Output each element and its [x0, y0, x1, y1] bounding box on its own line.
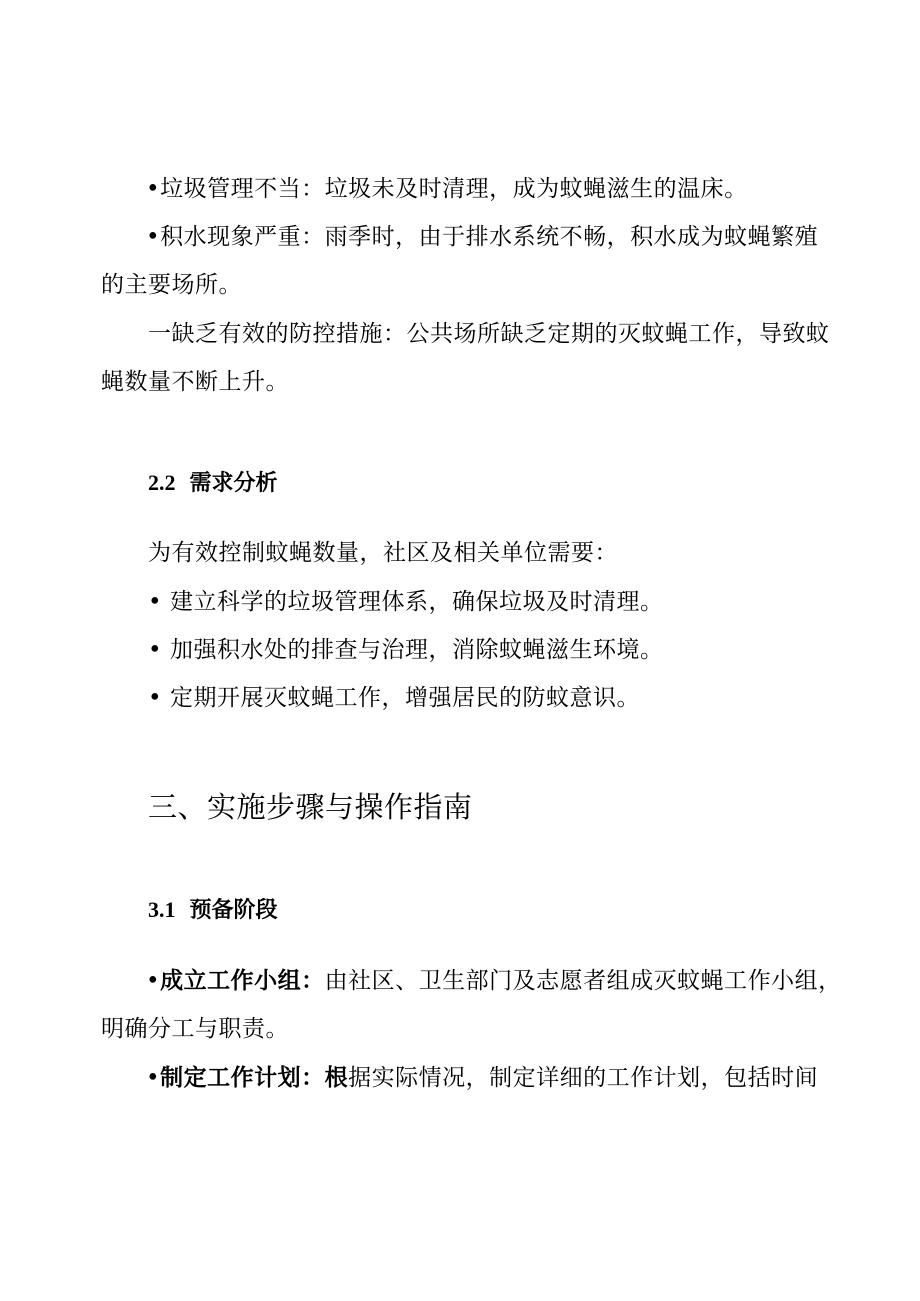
needs-item-2: [148, 635, 664, 665]
needs-item-1: [148, 587, 664, 617]
section-title: 预备阶段: [189, 897, 278, 923]
bullet-marker: •: [146, 224, 161, 250]
section-title: 需求分析: [189, 470, 278, 496]
cause-item-text: 垃圾管理不当：垃圾未及时清理，成为蚊蝇滋生的温床。: [160, 176, 748, 202]
cause-item-garbage: [146, 174, 748, 204]
prep-item-text: 据实际情况，制定详细的工作计划，包括时间: [348, 1065, 819, 1091]
bullet-marker: •: [146, 968, 161, 994]
section-heading-3-1: [148, 895, 278, 925]
cause-item-prevention-line1: 一缺乏有效的防控措施：公共场所缺乏定期的灭蚊蝇工作，导致蚊: [148, 321, 830, 347]
section-number: 3.1: [148, 897, 176, 922]
cause-item-water-line2: 的主要场所。: [101, 272, 242, 298]
prep-item-plan-line1: [146, 1063, 818, 1093]
bullet-marker: •: [148, 589, 163, 615]
needs-intro: 为有效控制蚊蝇数量，社区及相关单位需要：: [148, 540, 618, 566]
bullet-marker: •: [148, 637, 163, 663]
prep-item-text: 由社区、卫生部门及志愿者组成灭蚊蝇工作小组，: [324, 968, 842, 994]
chapter-heading-3: 三、实施步骤与操作指南: [148, 790, 473, 824]
bullet-marker: •: [146, 176, 161, 202]
cause-item-prevention-line2: 蝇数量不断上升。: [101, 369, 289, 395]
prep-item-label: 成立工作小组：: [160, 967, 325, 994]
section-number: 2.2: [148, 470, 176, 495]
prep-item-label: 制定工作计划：根: [160, 1064, 349, 1091]
cause-item-text: 积水现象严重：雨季时，由于排水系统不畅，积水成为蚊蝇繁殖: [160, 224, 819, 250]
needs-item-text: 建立科学的垃圾管理体系，确保垃圾及时清理。: [170, 589, 664, 615]
bullet-marker: •: [146, 1065, 161, 1091]
prep-item-team-line2: 明确分工与职责。: [101, 1016, 289, 1042]
needs-item-text: 定期开展灭蚊蝇工作，增强居民的防蚊意识。: [170, 685, 640, 711]
cause-item-water-line1: [146, 222, 818, 252]
section-heading-2-2: [148, 468, 278, 498]
bullet-marker: •: [148, 685, 163, 711]
needs-item-text: 加强积水处的排查与治理，消除蚊蝇滋生环境。: [170, 637, 664, 663]
prep-item-team-line1: [146, 966, 842, 996]
needs-item-3: [148, 683, 640, 713]
